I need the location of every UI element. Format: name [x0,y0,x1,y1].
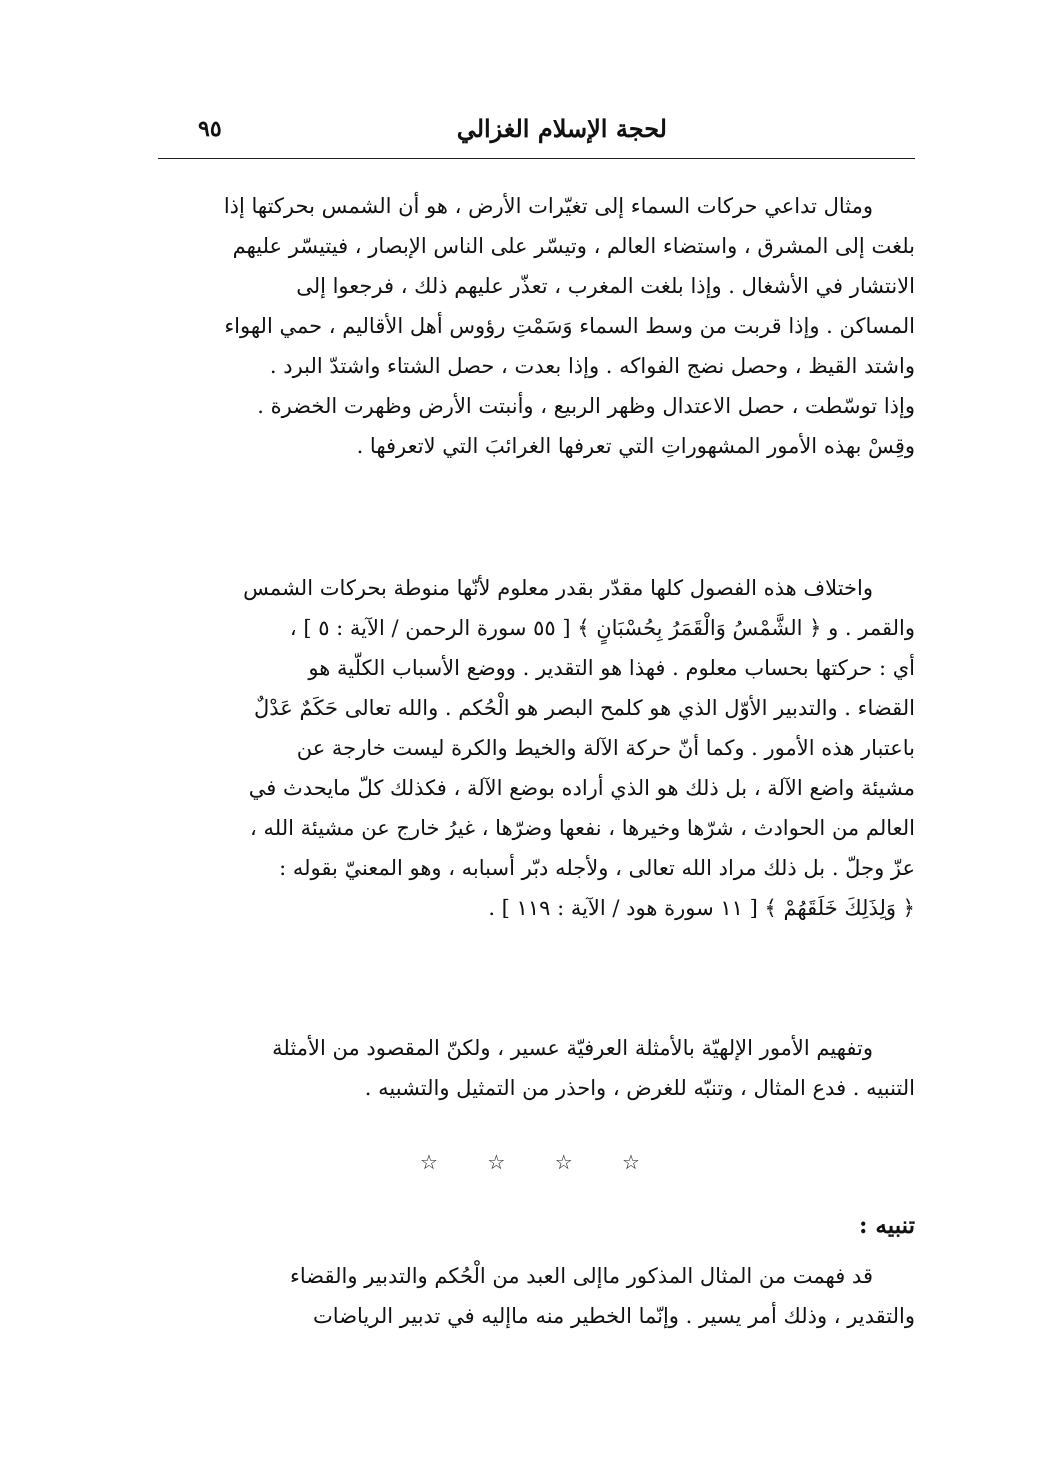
page-number: ٩٥ [198,116,222,142]
text-line: ﴿ وَلِذَلِكَ خَلَقَهُمْ ﴾ [ ١١ سورة هود / الآية : ١١٩ ] . [488,896,915,920]
text-line: قد فهمت من المثال المذكور ماإلى العبد من الْحُكم والتدبير والقضاء [290,1264,873,1288]
text-line: وتفهيم الأمور الإلهيّة بالأمثلة العرفيّة عسير ، ولكنّ المقصود من الأمثلة [272,1036,873,1060]
text-line: ومثال تداعي حركات السماء إلى تغيّرات الأرض ، هو أن الشمس بحركتها إذا [223,194,873,218]
section-heading: تنبيه : [858,1212,915,1239]
text-line: بلغت إلى المشرق ، واستضاء العالم ، وتيسّر على الناس الإبصار ، فيتيسّر عليهم [232,234,915,258]
paragraph-4 [158,1256,915,1336]
star-icon: ☆ [622,1150,640,1174]
header-divider [158,158,915,159]
paragraph-1 [158,186,915,466]
star-icon: ☆ [554,1150,573,1174]
section-separator [420,1150,640,1174]
star-icon: ☆ [420,1150,438,1174]
paragraph-2 [158,568,915,928]
text-line: القضاء . والتدبير الأوّل الذي هو كلمح البصر هو الْحُكم . والله تعالى حَكَمٌ عَدْلٌ [254,696,915,720]
header-title: لحجة الإسلام الغزالي [456,114,667,143]
text-line: وإذا توسّطت ، حصل الاعتدال وظهر الربيع ، وأنبتت الأرض وظهرت الخضرة . [257,394,915,418]
text-line: والتقدير ، وذلك أمر يسير . وإنّما الخطير منه ماإليه في تدبير الرياضات [313,1304,915,1328]
text-line: واختلاف هذه الفصول كلها مقدّر بقدر معلوم لأنّها منوطة بحركات الشمس [243,576,873,600]
text-line: التنبيه . فدع المثال ، وتنبّه للغرض ، واحذر من التمثيل والتشبيه . [364,1076,915,1100]
text-line: مشيئة واضع الآلة ، بل ذلك هو الذي أراده بوضع الآلة ، فكذلك كلّ مايحدث في [248,776,915,800]
text-line: وقِسْ بهذه الأمور المشهوراتِ التي تعرفها الغرائبَ التي لاتعرفها . [356,434,915,458]
running-header [158,108,915,154]
star-icon: ☆ [487,1150,506,1174]
paragraph-3 [158,1028,915,1108]
text-line: الانتشار في الأشغال . وإذا بلغت المغرب ، تعذّر عليهم ذلك ، فرجعوا إلى [296,274,915,298]
text-line: المساكن . وإذا قربت من وسط السماء وَسَمْتِ رؤوس أهل الأقاليم ، حمي الهواء [224,314,915,338]
text-line: عزّ وجلّ . بل ذلك مراد الله تعالى ، ولأجله دبّر أسبابه ، وهو المعنيّ بقوله : [279,856,915,880]
text-line: أي : حركتها بحساب معلوم . فهذا هو التقدير . ووضع الأسباب الكلّية هو [308,656,915,680]
text-line: واشتد القيظ ، وحصل نضج الفواكه . وإذا بعدت ، حصل الشتاء واشتدّ البرد . [269,354,915,378]
text-line: باعتبار هذه الأمور . وكما أنّ حركة الآلة والخيط والكرة ليست خارجة عن [296,736,915,760]
text-line: والقمر . و ﴿ الشَّمْسُ وَالْقَمَرُ بِحُسْبَانٍ ﴾ [ ٥٥ سورة الرحمن / الآية : ٥ ] ، [289,616,915,640]
text-line: العالم من الحوادث ، شرّها وخيرها ، نفعها وضرّها ، غيرُ خارج عن مشيئة الله ، [250,816,915,840]
